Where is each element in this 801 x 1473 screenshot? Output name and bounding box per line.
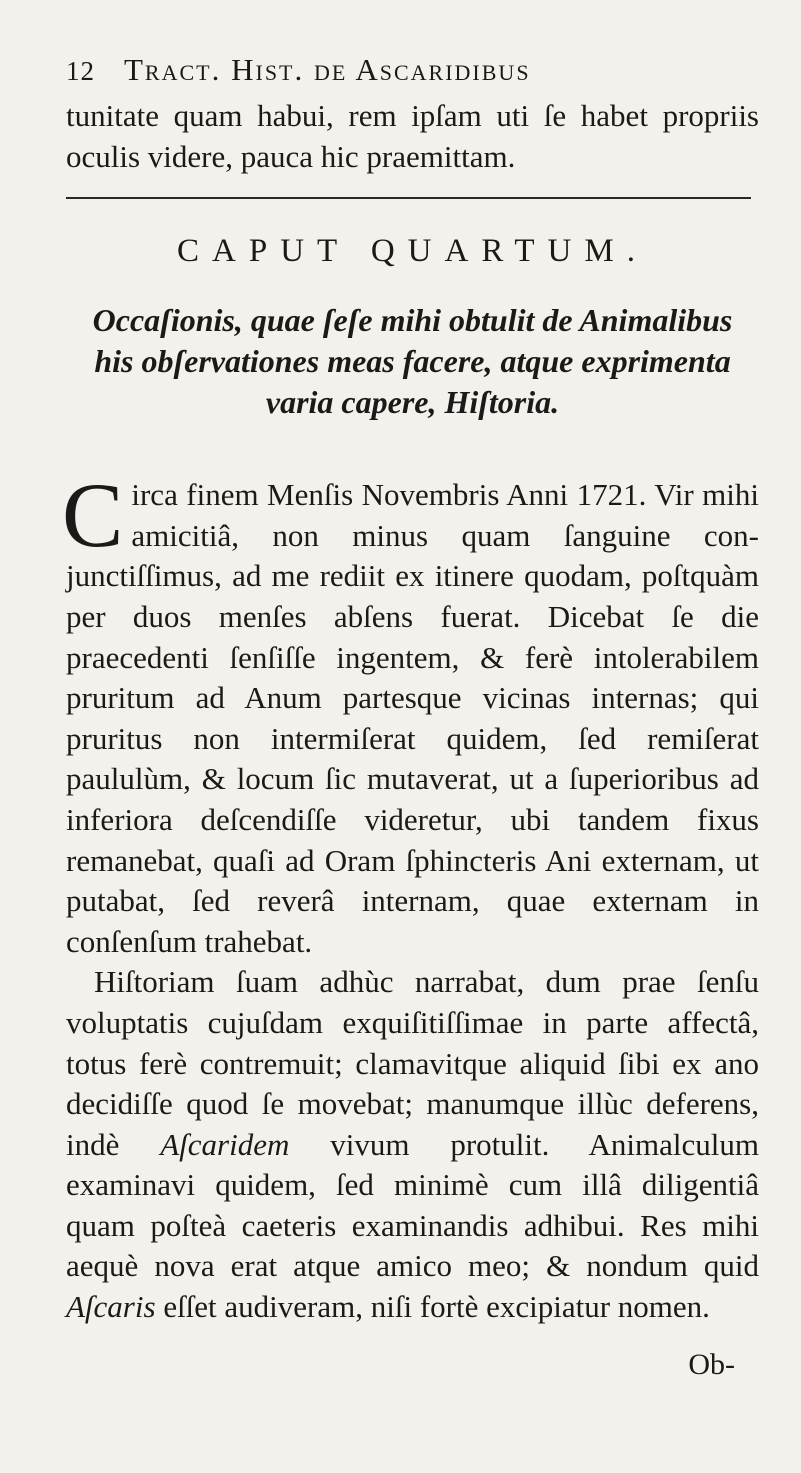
paragraph-1-text: irca finem Menſis Novembris Anni 1721. Vir mihi amicitiâ, non minus quam ſanguine conjunctiſſimus, ad me rediit ex itinere quodam, poſtquàm per duos menſes abſens fuerat. Dicebat ſe die praecedenti ſenſiſſe ingentem, & ferè intolerabilem pruritum ad Anum partesque vicinas internas; qui pruritus non intermiſerat quidem, ſed remiſerat paululùm, & locum ſic mutaverat, ut a ſuperioribus ad inferiora deſcendiſſe videretur, ubi tandem fixus remanebat, quaſi ad Oram ſphincteris Ani externam, ut putabat, ſed reverâ internam, quae externam in conſenſum trahebat. — [66, 477, 759, 959]
italic-term-ascaris: Aſcaris — [66, 1289, 156, 1325]
running-head — [66, 52, 759, 88]
chapter-subtitle: Occaſionis, quae ſeſe mihi obtulit de Animalibus his obſervationes meas facere, atque exprimenta varia capere, Hiſtoria. — [92, 302, 733, 421]
paragraph-1 — [62, 464, 759, 962]
chapter-heading: CAPUT QUARTUM. — [177, 233, 648, 270]
page-number: 12 — [66, 56, 95, 86]
italic-term-ascaridem: Aſcaridem — [160, 1126, 290, 1162]
paragraph-2-text-a: Hiſtoriam ſuam adhùc narrabat, dum prae ſenſu voluptatis cujuſdam exquiſitiſſimae in parte affectâ, totus ferè contremuit; clamavitque aliquid ſibi ex ano decidiſſe quod ſe movebat; manumque illùc deferens, indè — [66, 964, 759, 1162]
intro-text: tunitate quam habui, rem ipſam uti ſe habet propriis oculis videre, pauca hic praemittam. — [66, 98, 759, 174]
drop-cap: C — [62, 464, 124, 567]
catchword: Ob- — [688, 1347, 735, 1381]
running-title: Tract. Hist. de Ascaridibus — [124, 52, 531, 87]
paragraph-2 — [66, 962, 759, 1327]
paragraph-2-text-b: vivum protulit. Animalculum examinavi quidem, ſed minimè cum illâ diligentiâ quam poſteà caeteris examinandis adhibui. Res mihi aequè nova erat atque amico meo; & nondum quid — [66, 1126, 760, 1284]
section-rule — [66, 197, 751, 199]
paragraph-2-text-c: eſſet audiveram, niſi fortè excipiatur nomen. — [155, 1289, 710, 1325]
